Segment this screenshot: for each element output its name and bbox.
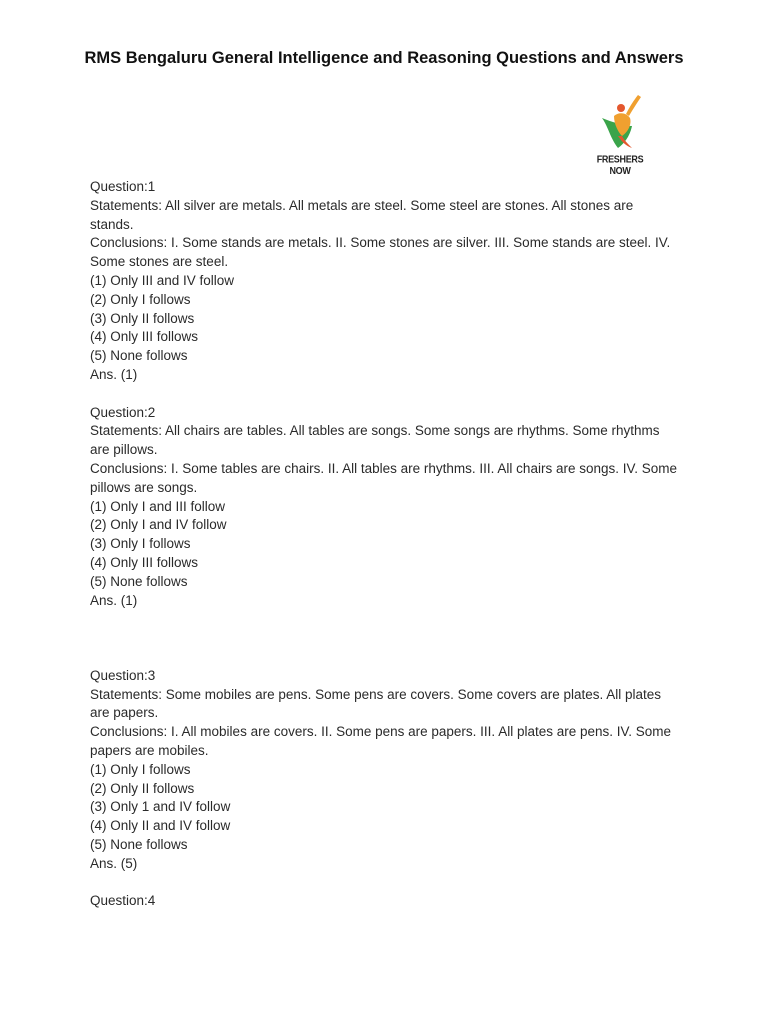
question-statements: Statements: Some mobiles are pens. Some pens are covers. Some covers are plates. All plates are papers. [90,686,662,721]
answer-option: (3) Only II follows [90,310,195,326]
question-answer: Ans. (1) [90,366,138,382]
answer-option: (2) Only I and IV follow [90,517,227,533]
question-answer: Ans. (5) [90,855,138,871]
answer-option: (5) None follows [90,348,188,364]
question-conclusions: Conclusions: I. All mobiles are covers. II. Some pens are papers. III. All plates are pens. IV. Some papers are mobiles. [90,724,672,758]
answer-option: (5) None follows [90,836,188,852]
question-answer: Ans. (1) [90,592,138,608]
question-heading: Question:4 [90,893,156,909]
question-heading: Question:3 [90,667,156,683]
page-title: RMS Bengaluru General Intelligence and Reasoning Questions and Answers [84,49,684,67]
freshers-now-logo [588,92,652,177]
answer-option: (4) Only III follows [90,329,199,345]
answer-option: (4) Only II and IV follow [90,818,231,834]
answer-option: (1) Only III and IV follow [90,272,235,288]
answer-option: (2) Only I follows [90,291,191,307]
question-block-2 [90,404,680,611]
questions-list [90,178,680,911]
superhero-logo-icon [588,92,652,156]
answer-option: (4) Only III follows [90,554,199,570]
answer-option: (5) None follows [90,573,188,589]
question-block-3 [90,667,680,874]
answer-option: (1) Only I follows [90,761,191,777]
question-conclusions: Conclusions: I. Some stands are metals. II. Some stones are silver. III. Some stands are steel. IV. Some stones are steel. [90,235,671,270]
answer-option: (3) Only I follows [90,536,191,552]
question-heading: Question:2 [90,404,156,420]
answer-option: (3) Only 1 and IV follow [90,799,231,815]
logo-text: FRESHERS NOW [596,153,644,177]
answer-option: (2) Only II follows [90,780,195,796]
question-block-1 [90,178,680,385]
question-statements: Statements: All chairs are tables. All tables are songs. Some songs are rhythms. Some rhythms are pillows. [90,423,660,458]
question-conclusions: Conclusions: I. Some tables are chairs. II. All tables are rhythms. III. All chairs are songs. IV. Some pillows are songs. [90,460,678,495]
question-statements: Statements: All silver are metals. All metals are steel. Some steel are stones. All stones are stands. [90,197,634,232]
answer-option: (1) Only I and III follow [90,498,226,514]
question-block-4 [90,892,680,911]
question-heading: Question:1 [90,179,156,194]
